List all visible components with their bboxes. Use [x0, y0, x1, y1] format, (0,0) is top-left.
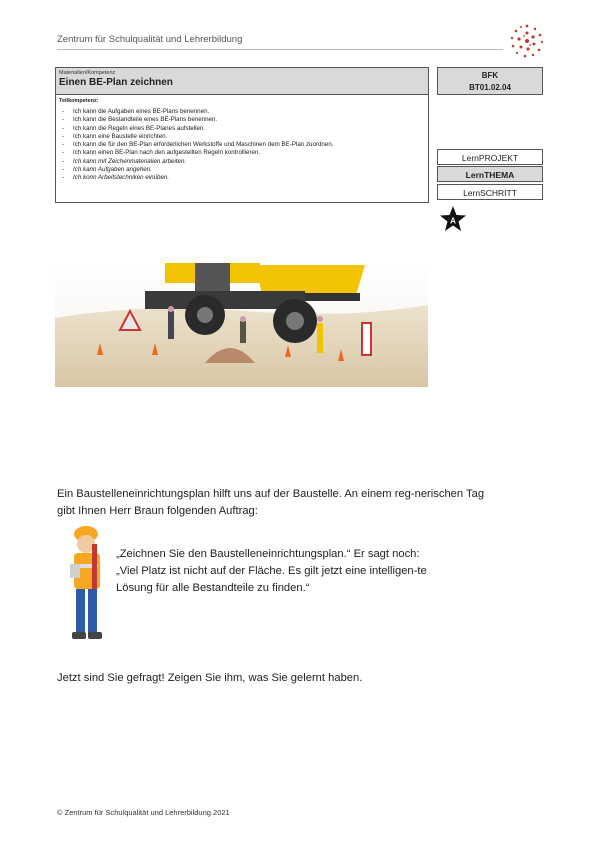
lern-schritt-box: LernSCHRITT	[437, 184, 543, 200]
competence-item: - Ich konn Arbeitstechniken einüben.	[59, 174, 425, 182]
star-letter: A	[450, 216, 456, 226]
competence-item: - Ich kann Aufgaben angehen.	[59, 166, 425, 174]
construction-worker-illustration	[62, 524, 112, 646]
competence-item: - Ich kann die für den BE-Plan erforderlichen Werkstoffe und Maschinen dem BE-Plan zuordnen.	[59, 141, 425, 149]
competence-list	[59, 108, 425, 183]
competence-item: - Ich kann einen BE-Plan nach den aufgestellten Regeln kontrollieren.	[59, 149, 425, 157]
quote-text: „Zeichnen Sie den Baustelleneinrichtungsplan.“ Er sagt noch: „Viel Platz ist nicht auf der Fläche. Es gilt jetzt eine intelligen-te Lösung für alle Bestandteile zu finden.“	[116, 548, 427, 594]
competence-item: - Ich kann mit Zeichenmaterialien arbeiten.	[59, 158, 425, 166]
footer-copyright: © Zentrum für Schulqualität und Lehrerbildung 2021	[57, 808, 230, 817]
lern-thema-box: LernTHEMA	[437, 166, 543, 182]
competence-small-label: Materialien/Kompetenz	[59, 70, 116, 76]
star-icon	[439, 205, 467, 233]
competence-box	[55, 67, 429, 203]
zsl-logo-icon	[508, 22, 546, 60]
competence-header	[56, 68, 428, 95]
intro-paragraph: Ein Baustelleneinrichtungsplan hilft uns auf der Baustelle. An einem reg-nerischen Tag gibt Ihnen Herr Braun folgenden Auftrag:	[57, 488, 485, 517]
lern-projekt-box: LernPROJEKT	[437, 149, 543, 165]
competence-item: - Ich kann die Regeln eines BE-Planes aufstellen.	[59, 125, 425, 133]
course-code-box	[437, 67, 543, 95]
competence-title: Einen BE-Plan zeichnen	[59, 77, 173, 88]
construction-site-photo	[55, 263, 428, 387]
competence-item: - Ich kann die Bestandteile eines BE-Plans benennen.	[59, 116, 425, 124]
course-code-line1: BFK	[481, 71, 499, 80]
competence-list-label: Teilkompetenz:	[59, 98, 99, 104]
header-title: Zentrum für Schulqualität und Lehrerbildung	[57, 34, 243, 45]
competence-item: - Ich kann eine Baustelle einrichten.	[59, 133, 425, 141]
competence-item: - Ich kann die Aufgaben eines BE-Plans benennen.	[59, 108, 425, 116]
closing-paragraph: Jetzt sind Sie gefragt! Zeigen Sie ihm, was Sie gelernt haben.	[57, 672, 363, 684]
course-code-line2: BT01.02.04	[469, 83, 511, 92]
header-divider	[57, 49, 503, 50]
